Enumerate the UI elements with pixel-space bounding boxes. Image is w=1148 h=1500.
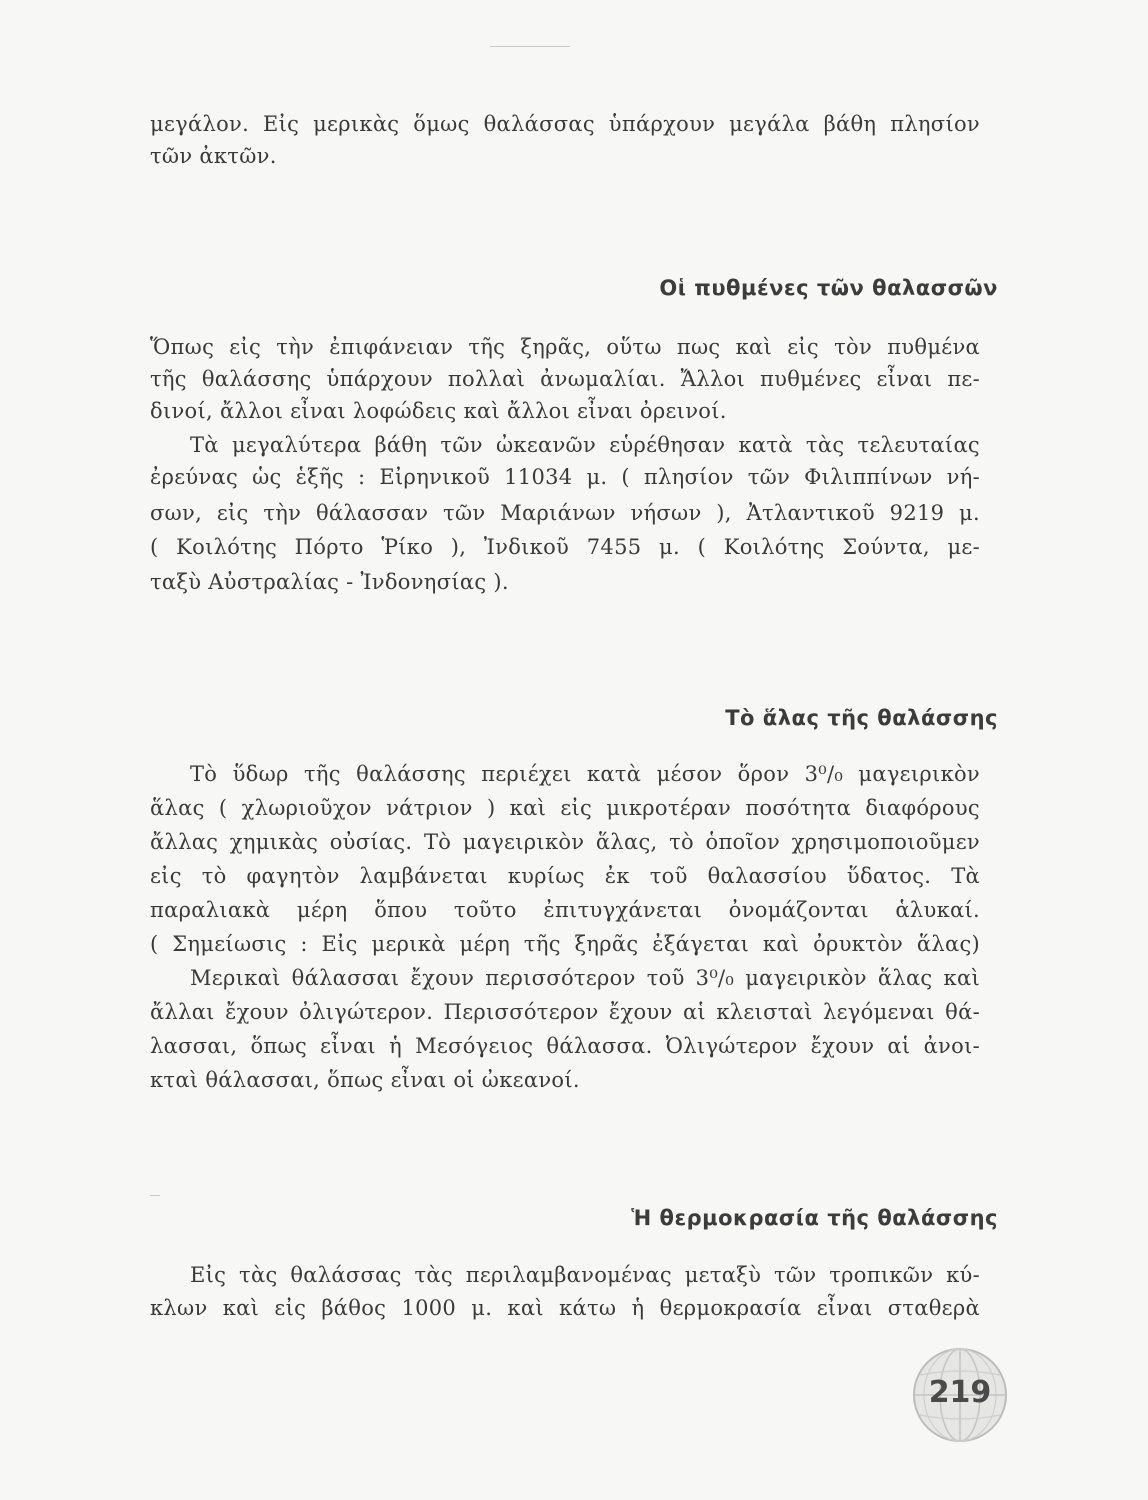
section-heading-seabeds: Οἱ πυθμένες τῶν θαλασσῶν xyxy=(659,276,998,300)
scan-mark xyxy=(150,1195,160,1196)
page-number-badge xyxy=(910,1345,1010,1445)
paragraph-line: σων, εἰς τὴν θάλασσαν τῶν Μαριάνων νήσων ), Ἀτλαντικοῦ 9219 μ. xyxy=(150,501,980,525)
paragraph-line: ἄλλαι ἔχουν ὀλιγώτερον. Περισσότερον ἔχουν αἱ κλεισταὶ λεγόμεναι θά- xyxy=(150,1000,980,1024)
paragraph-line: Τὰ μεγαλύτερα βάθη τῶν ὠκεανῶν εὑρέθησαν κατὰ τὰς τελευταίας xyxy=(190,433,980,457)
paragraph-line: λασσαι, ὅπως εἶναι ἡ Μεσόγειος θάλασσα. Ὀλιγώτερον ἔχουν αἱ ἀνοι- xyxy=(150,1034,980,1058)
page-number: 219 xyxy=(928,1375,992,1410)
paragraph-line: εἰς τὸ φαγητὸν λαμβάνεται κυρίως ἐκ τοῦ θαλασσίου ὕδατος. Τὰ xyxy=(150,864,980,888)
paragraph-line: ἄλλας χημικὰς οὐσίας. Τὸ μαγειρικὸν ἅλας, τὸ ὁποῖον χρησιμοποιοῦμεν xyxy=(150,830,980,854)
paragraph-line: ταξὺ Αὐστραλίας - Ἰνδονησίας ). xyxy=(150,570,509,594)
section-heading-temperature: Ἡ θερμοκρασία τῆς θαλάσσης xyxy=(631,1206,998,1230)
paragraph-line: τῆς θαλάσσης ὑπάρχουν πολλαὶ ἀνωμαλίαι. Ἄλλοι πυθμένες εἶναι πε- xyxy=(150,367,980,391)
paragraph-line: Ὅπως εἰς τὴν ἐπιφάνειαν τῆς ξηρᾶς, οὕτω πως καὶ εἰς τὸν πυθμένα xyxy=(150,335,980,359)
paragraph-line: κλων καὶ εἰς βάθος 1000 μ. καὶ κάτω ἡ θερμοκρασία εἶναι σταθερὰ xyxy=(150,1296,980,1320)
paragraph-line: ἐρεύνας ὡς ἑξῆς : Εἰρηνικοῦ 11034 μ. ( πλησίον τῶν Φιλιππίνων νή- xyxy=(150,465,980,489)
paragraph-line: Εἰς τὰς θαλάσσας τὰς περιλαμβανομένας μεταξὺ τῶν τροπικῶν κύ- xyxy=(190,1263,980,1287)
paragraph-line: ( Σημείωσις : Εἰς μερικὰ μέρη τῆς ξηρᾶς ἐξάγεται καὶ ὀρυκτὸν ἅλας) xyxy=(150,932,980,956)
section-heading-salt: Τὸ ἅλας τῆς θαλάσσης xyxy=(725,706,998,730)
scan-mark xyxy=(490,46,570,47)
intro-line: τῶν ἀκτῶν. xyxy=(150,144,277,168)
paragraph-line: Μερικαὶ θάλασσαι ἔχουν περισσότερον τοῦ 3⁰/₀ μαγειρικὸν ἅλας καὶ xyxy=(190,966,980,990)
paragraph-line: Τὸ ὕδωρ τῆς θαλάσσης περιέχει κατὰ μέσον ὅρον 3⁰/₀ μαγειρικὸν xyxy=(190,762,980,786)
paragraph-line: δινοί, ἄλλοι εἶναι λοφώδεις καὶ ἄλλοι εἶναι ὀρεινοί. xyxy=(150,399,727,423)
paragraph-line: ( Κοιλότης Πόρτο Ῥίκο ), Ἰνδικοῦ 7455 μ. ( Κοιλότης Σούντα, με- xyxy=(150,535,980,559)
paragraph-line: ἅλας ( χλωριοῦχον νάτριον ) καὶ εἰς μικροτέραν ποσότητα διαφόρους xyxy=(150,796,980,820)
paragraph-line: κταὶ θάλασσαι, ὅπως εἶναι οἱ ὠκεανοί. xyxy=(150,1068,580,1092)
intro-line: μεγάλον. Εἰς μερικὰς ὅμως θαλάσσας ὑπάρχουν μεγάλα βάθη πλησίον xyxy=(150,112,980,136)
paragraph-line: παραλιακὰ μέρη ὅπου τοῦτο ἐπιτυγχάνεται ὀνομάζονται ἁλυκαί. xyxy=(150,898,980,922)
